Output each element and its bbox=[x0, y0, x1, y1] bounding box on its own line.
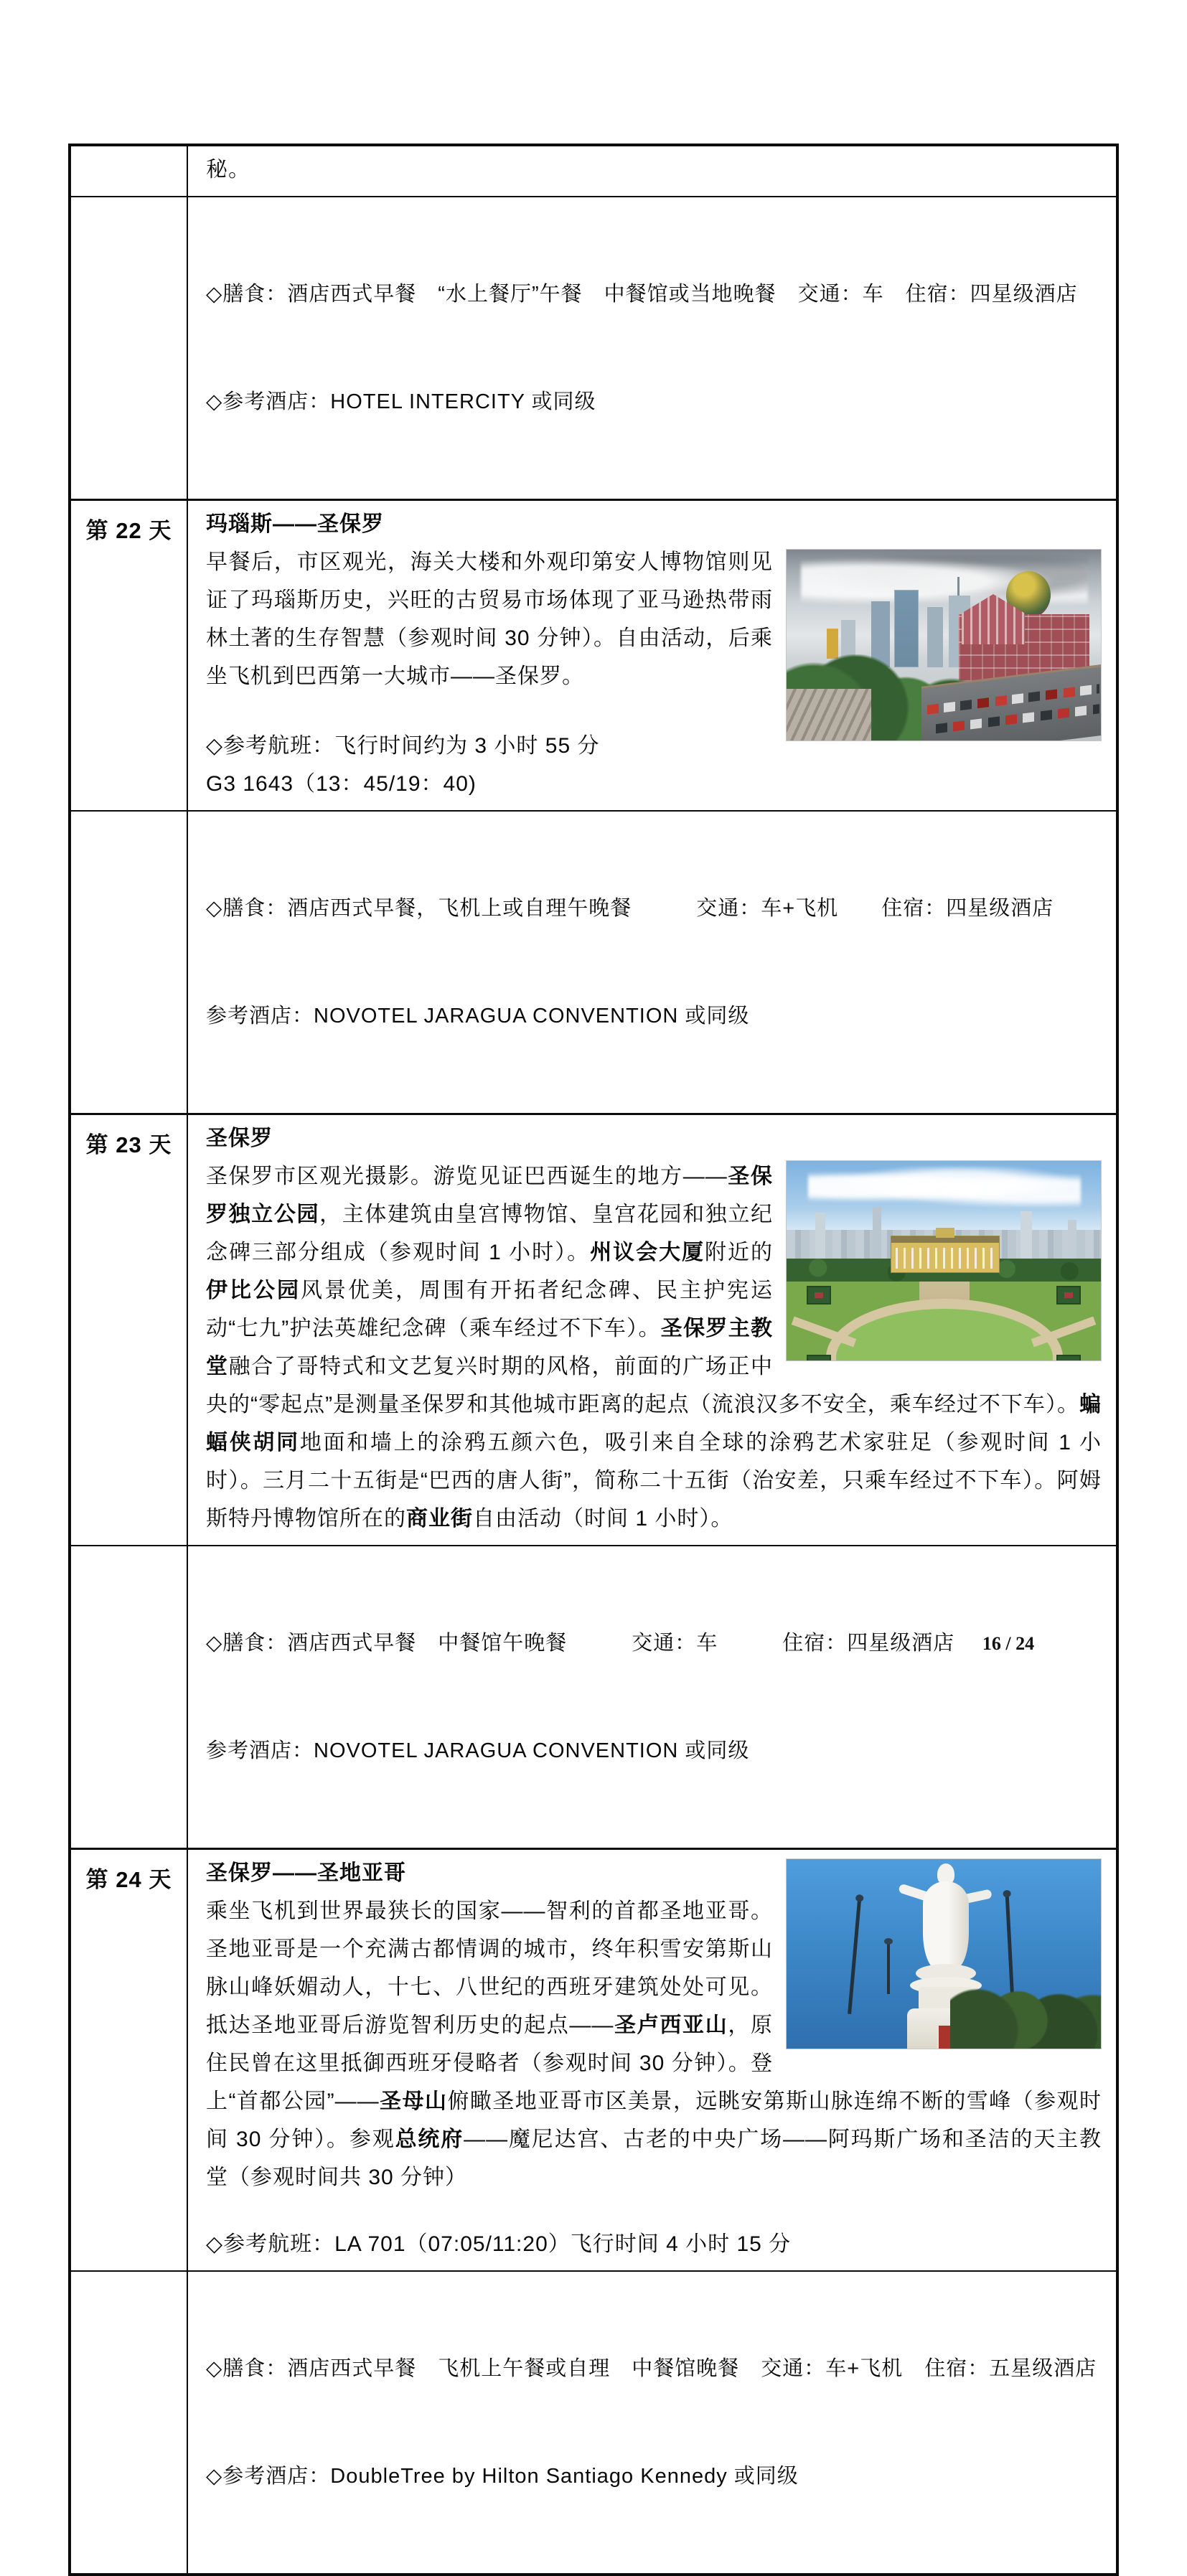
day22-title: 玛瑙斯——圣保罗 bbox=[206, 512, 384, 536]
meals-info bbox=[188, 2272, 1116, 2573]
meals-info bbox=[188, 812, 1116, 1113]
flight-note: ◇参考航班：LA 701（07:05/11:20）飞行时间 4 小时 15 分 bbox=[206, 2232, 792, 2256]
day-cell-empty bbox=[71, 146, 188, 196]
day24-flight-info bbox=[206, 2225, 1102, 2263]
table-row-day24 bbox=[71, 1848, 1116, 2270]
flagpole-shape bbox=[848, 1901, 861, 2014]
itinerary-table bbox=[68, 144, 1119, 2576]
day-cell-empty bbox=[71, 2272, 188, 2573]
plaza-shape bbox=[787, 689, 871, 741]
meals-info bbox=[188, 197, 1116, 499]
day22-label: 第 22 天 bbox=[71, 501, 188, 810]
clouds-shape bbox=[808, 1167, 1081, 1207]
tower-shape bbox=[815, 1213, 825, 1260]
statue-body-shape bbox=[923, 1881, 969, 1969]
day23-label: 第 23 天 bbox=[71, 1115, 188, 1545]
day-cell-empty bbox=[71, 197, 188, 499]
table-row-meals-day24 bbox=[71, 2270, 1116, 2573]
hotel-line: 参考酒店：NOVOTEL JARAGUA CONVENTION 或同级 bbox=[206, 1739, 750, 1762]
meals-line: ◇膳食：酒店西式早餐 飞机上午餐或自理 中餐馆晚餐 交通：车+飞机 住宿：五星级酒店 bbox=[206, 2357, 1097, 2380]
day-cell-empty bbox=[71, 1546, 188, 1848]
tower-shape bbox=[1021, 1211, 1032, 1260]
meals-line: ◇膳食：酒店西式早餐 中餐馆午晚餐 交通：车 住宿：四星级酒店 bbox=[206, 1632, 955, 1655]
lamppost-shape bbox=[887, 1944, 890, 1994]
hotel-line: 参考酒店：NOVOTEL JARAGUA CONVENTION 或同级 bbox=[206, 1005, 750, 1028]
page-number: 16 / 24 bbox=[982, 1633, 1035, 1654]
hedge-shape bbox=[807, 1355, 831, 1361]
independence-park-photo bbox=[786, 1160, 1102, 1361]
day-cell-empty bbox=[71, 812, 188, 1113]
virgin-mary-statue-photo bbox=[786, 1858, 1102, 2049]
lawn-oval-shape bbox=[826, 1299, 1063, 1361]
garden-shape bbox=[787, 1282, 1101, 1360]
table-row-day23 bbox=[71, 1113, 1116, 1545]
day24-description: 乘坐飞机到世界最狭长的国家——智利的首都圣地亚哥。圣地亚哥是一个充满古都情调的城市，终年积雪安第斯山脉山峰妖媚动人，十七、八世纪的西班牙建筑处处可见。抵达圣地亚哥后游览智利历史的起点——圣卢西亚山，原住民曾在这里抵御西班牙侵略者（参观时间 30 分钟）。登上“首都公园”——圣母山俯瞰圣地亚哥市区美景，远眺安第斯山脉连绵不断的雪峰（参观时间 30 分钟）。参观总统府——魔尼达宫、古老的中央广场——阿玛斯广场和圣洁的天主教堂（参观时间共 30 分钟） bbox=[206, 1899, 1102, 2189]
manaus-photo bbox=[786, 549, 1102, 741]
meals-line: ◇膳食：酒店西式早餐 “水上餐厅”午餐 中餐馆或当地晚餐 交通：车 住宿：四星级酒店 bbox=[206, 283, 1078, 306]
table-row-meals-day22 bbox=[71, 810, 1116, 1113]
day23-title: 圣保罗 bbox=[206, 1127, 273, 1150]
table-row-continuation bbox=[71, 146, 1116, 196]
day23-content bbox=[188, 1115, 1116, 1545]
hedge-shape bbox=[1056, 1286, 1081, 1305]
hotel-line: ◇参考酒店：DoubleTree by Hilton Santiago Kennedy 或同级 bbox=[206, 2465, 799, 2488]
day24-content bbox=[188, 1850, 1116, 2270]
meals-line: ◇膳食：酒店西式早餐，飞机上或自理午晚餐 交通：车+飞机 住宿：四星级酒店 bbox=[206, 897, 1054, 920]
day24-title: 圣保罗——圣地亚哥 bbox=[206, 1861, 406, 1885]
flight-number: G3 1643（13：45/19：40) bbox=[206, 772, 477, 796]
hotel-line: ◇参考酒店：HOTEL INTERCITY 或同级 bbox=[206, 390, 596, 413]
hedge-shape bbox=[807, 1286, 831, 1305]
day24-label: 第 24 天 bbox=[71, 1850, 188, 2270]
table-row-day22 bbox=[71, 499, 1116, 810]
tower-shape bbox=[873, 1207, 881, 1260]
tower-shape bbox=[1068, 1220, 1076, 1260]
continuation-text: 秘。 bbox=[206, 158, 250, 182]
day22-description: 早餐后，市区观光，海关大楼和外观印第安人博物馆则见证了玛瑙斯历史，兴旺的古贸易市场体现了亚马逊热带雨林土著的生存智慧（参观时间 30 分钟）。自由活动，后乘坐飞机到巴西第一大城市——圣保罗。 bbox=[206, 550, 773, 688]
trees-shape bbox=[950, 1987, 1101, 2049]
day22-content bbox=[188, 501, 1116, 810]
flight-note: ◇参考航班：飞行时间约为 3 小时 55 分 bbox=[206, 734, 600, 758]
table-row-meals-prev-day bbox=[71, 196, 1116, 499]
table-row-meals-day23 bbox=[71, 1545, 1116, 1848]
palace-shape bbox=[891, 1236, 1000, 1273]
day23-description: 圣保罗市区观光摄影。游览见证巴西诞生的地方——圣保罗独立公园，主体建筑由皇宫博物馆、皇宫花园和独立纪念碑三部分组成（参观时间 1 小时）。州议会大厦附近的伊比公园风景优美，周围有开拓者纪念碑、民主护宪运动“七九”护法英雄纪念碑（乘车经过不下车）。圣保罗主教堂融合了哥特式和文艺复兴时期的风格，前面的广场正中央的“零起点”是测量圣保罗和其他城市距离的起点（流浪汉多不安全，乘车经过不下车）。蝙蝠侠胡同地面和墙上的涂鸦五颜六色，吸引来自全球的涂鸦艺术家驻足（参观时间 1 小时）。三月二十五街是“巴西的唐人街”，简称二十五街（治安差，只乘车经过不下车）。阿姆斯特丹博物馆所在的商业街自由活动（时间 1 小时）。 bbox=[206, 1165, 1102, 1531]
meals-info bbox=[188, 1546, 1116, 1848]
hedge-shape bbox=[1056, 1355, 1081, 1361]
